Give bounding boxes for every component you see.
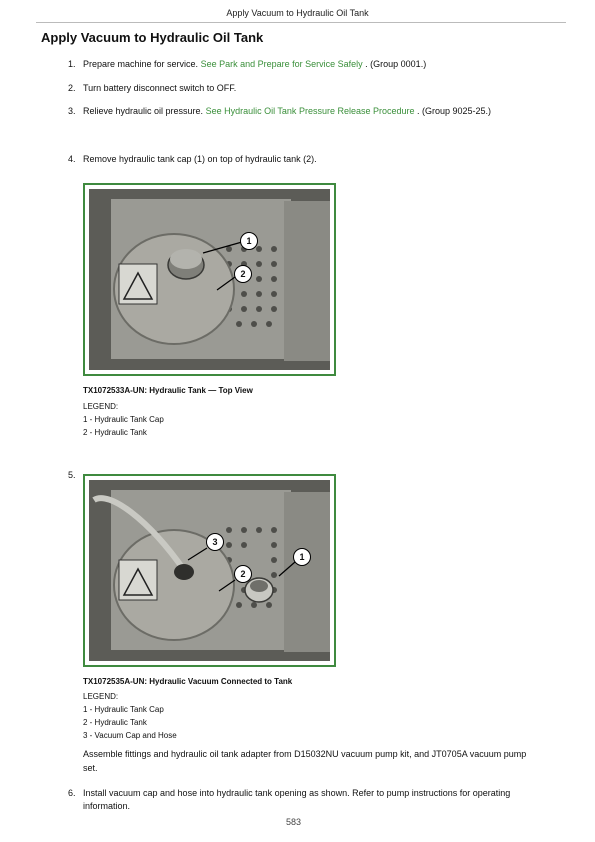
callout-3-leader — [188, 548, 207, 560]
step-text: Turn battery disconnect switch to OFF. — [83, 83, 237, 93]
step-1 — [68, 58, 427, 71]
legend-item: 2 - Hydraulic Tank — [83, 718, 147, 727]
callout-3: 3 — [206, 533, 224, 551]
header-rule — [36, 22, 566, 23]
step-number: 6. — [68, 788, 76, 798]
callout-1-leader — [203, 242, 242, 253]
step-text: Install vacuum cap and hose into hydraulic tank opening as shown. Refer to pump instructions for operating information. — [83, 788, 511, 811]
step-text-suffix: . (Group 0001.) — [362, 59, 427, 69]
callout-1-leader — [279, 562, 295, 576]
legend-item: 3 - Vacuum Cap and Hose — [83, 731, 177, 740]
legend-item: 1 - Hydraulic Tank Cap — [83, 705, 164, 714]
legend-title: LEGEND: — [83, 692, 119, 701]
legend-title: LEGEND: — [83, 402, 119, 411]
step-2 — [68, 82, 237, 95]
step-text: Relieve hydraulic oil pressure. — [83, 106, 206, 116]
callout-2-leader — [217, 277, 235, 290]
step-number: 4. — [68, 154, 76, 164]
step-number: 5. — [68, 470, 76, 480]
callout-2-leader — [219, 580, 235, 591]
step-number: 3. — [68, 106, 76, 116]
page-title: Apply Vacuum to Hydraulic Oil Tank — [41, 30, 264, 45]
step-number: 2. — [68, 83, 76, 93]
callout-1: 1 — [293, 548, 311, 566]
step-text: Remove hydraulic tank cap (1) on top of hydraulic tank (2). — [83, 154, 317, 164]
legend-item: 2 - Hydraulic Tank — [83, 428, 147, 437]
figure-1-legend — [83, 400, 164, 439]
callout-1: 1 — [240, 232, 258, 250]
page-number: 583 — [286, 817, 302, 827]
step-5-note: Assemble fittings and hydraulic oil tank adapter from D15032NU vacuum pump kit, and JT0705A vacuum pump set. — [83, 749, 527, 773]
step-4 — [68, 153, 317, 166]
step-number: 1. — [68, 59, 76, 69]
step-3 — [68, 105, 492, 118]
figure-2-callouts — [85, 476, 334, 665]
figure-1-callouts — [85, 185, 334, 374]
legend-item: 1 - Hydraulic Tank Cap — [83, 415, 164, 424]
figure-2 — [83, 474, 336, 667]
link-pressure-release[interactable]: See Hydraulic Oil Tank Pressure Release Procedure — [205, 106, 415, 116]
step-6 — [68, 787, 533, 813]
callout-2: 2 — [234, 565, 252, 583]
figure-2-legend — [83, 690, 177, 742]
running-header: Apply Vacuum to Hydraulic Oil Tank — [226, 8, 369, 18]
callout-2: 2 — [234, 265, 252, 283]
figure-1 — [83, 183, 336, 376]
figure-1-caption: TX1072533A-UN: Hydraulic Tank — Top View — [83, 386, 253, 395]
figure-2-caption: TX1072535A-UN: Hydraulic Vacuum Connected to Tank — [83, 677, 293, 686]
step-text-suffix: . (Group 9025-25.) — [414, 106, 492, 116]
link-park-and-prepare[interactable]: See Park and Prepare for Service Safely — [200, 59, 363, 69]
step-text: Prepare machine for service. — [83, 59, 201, 69]
